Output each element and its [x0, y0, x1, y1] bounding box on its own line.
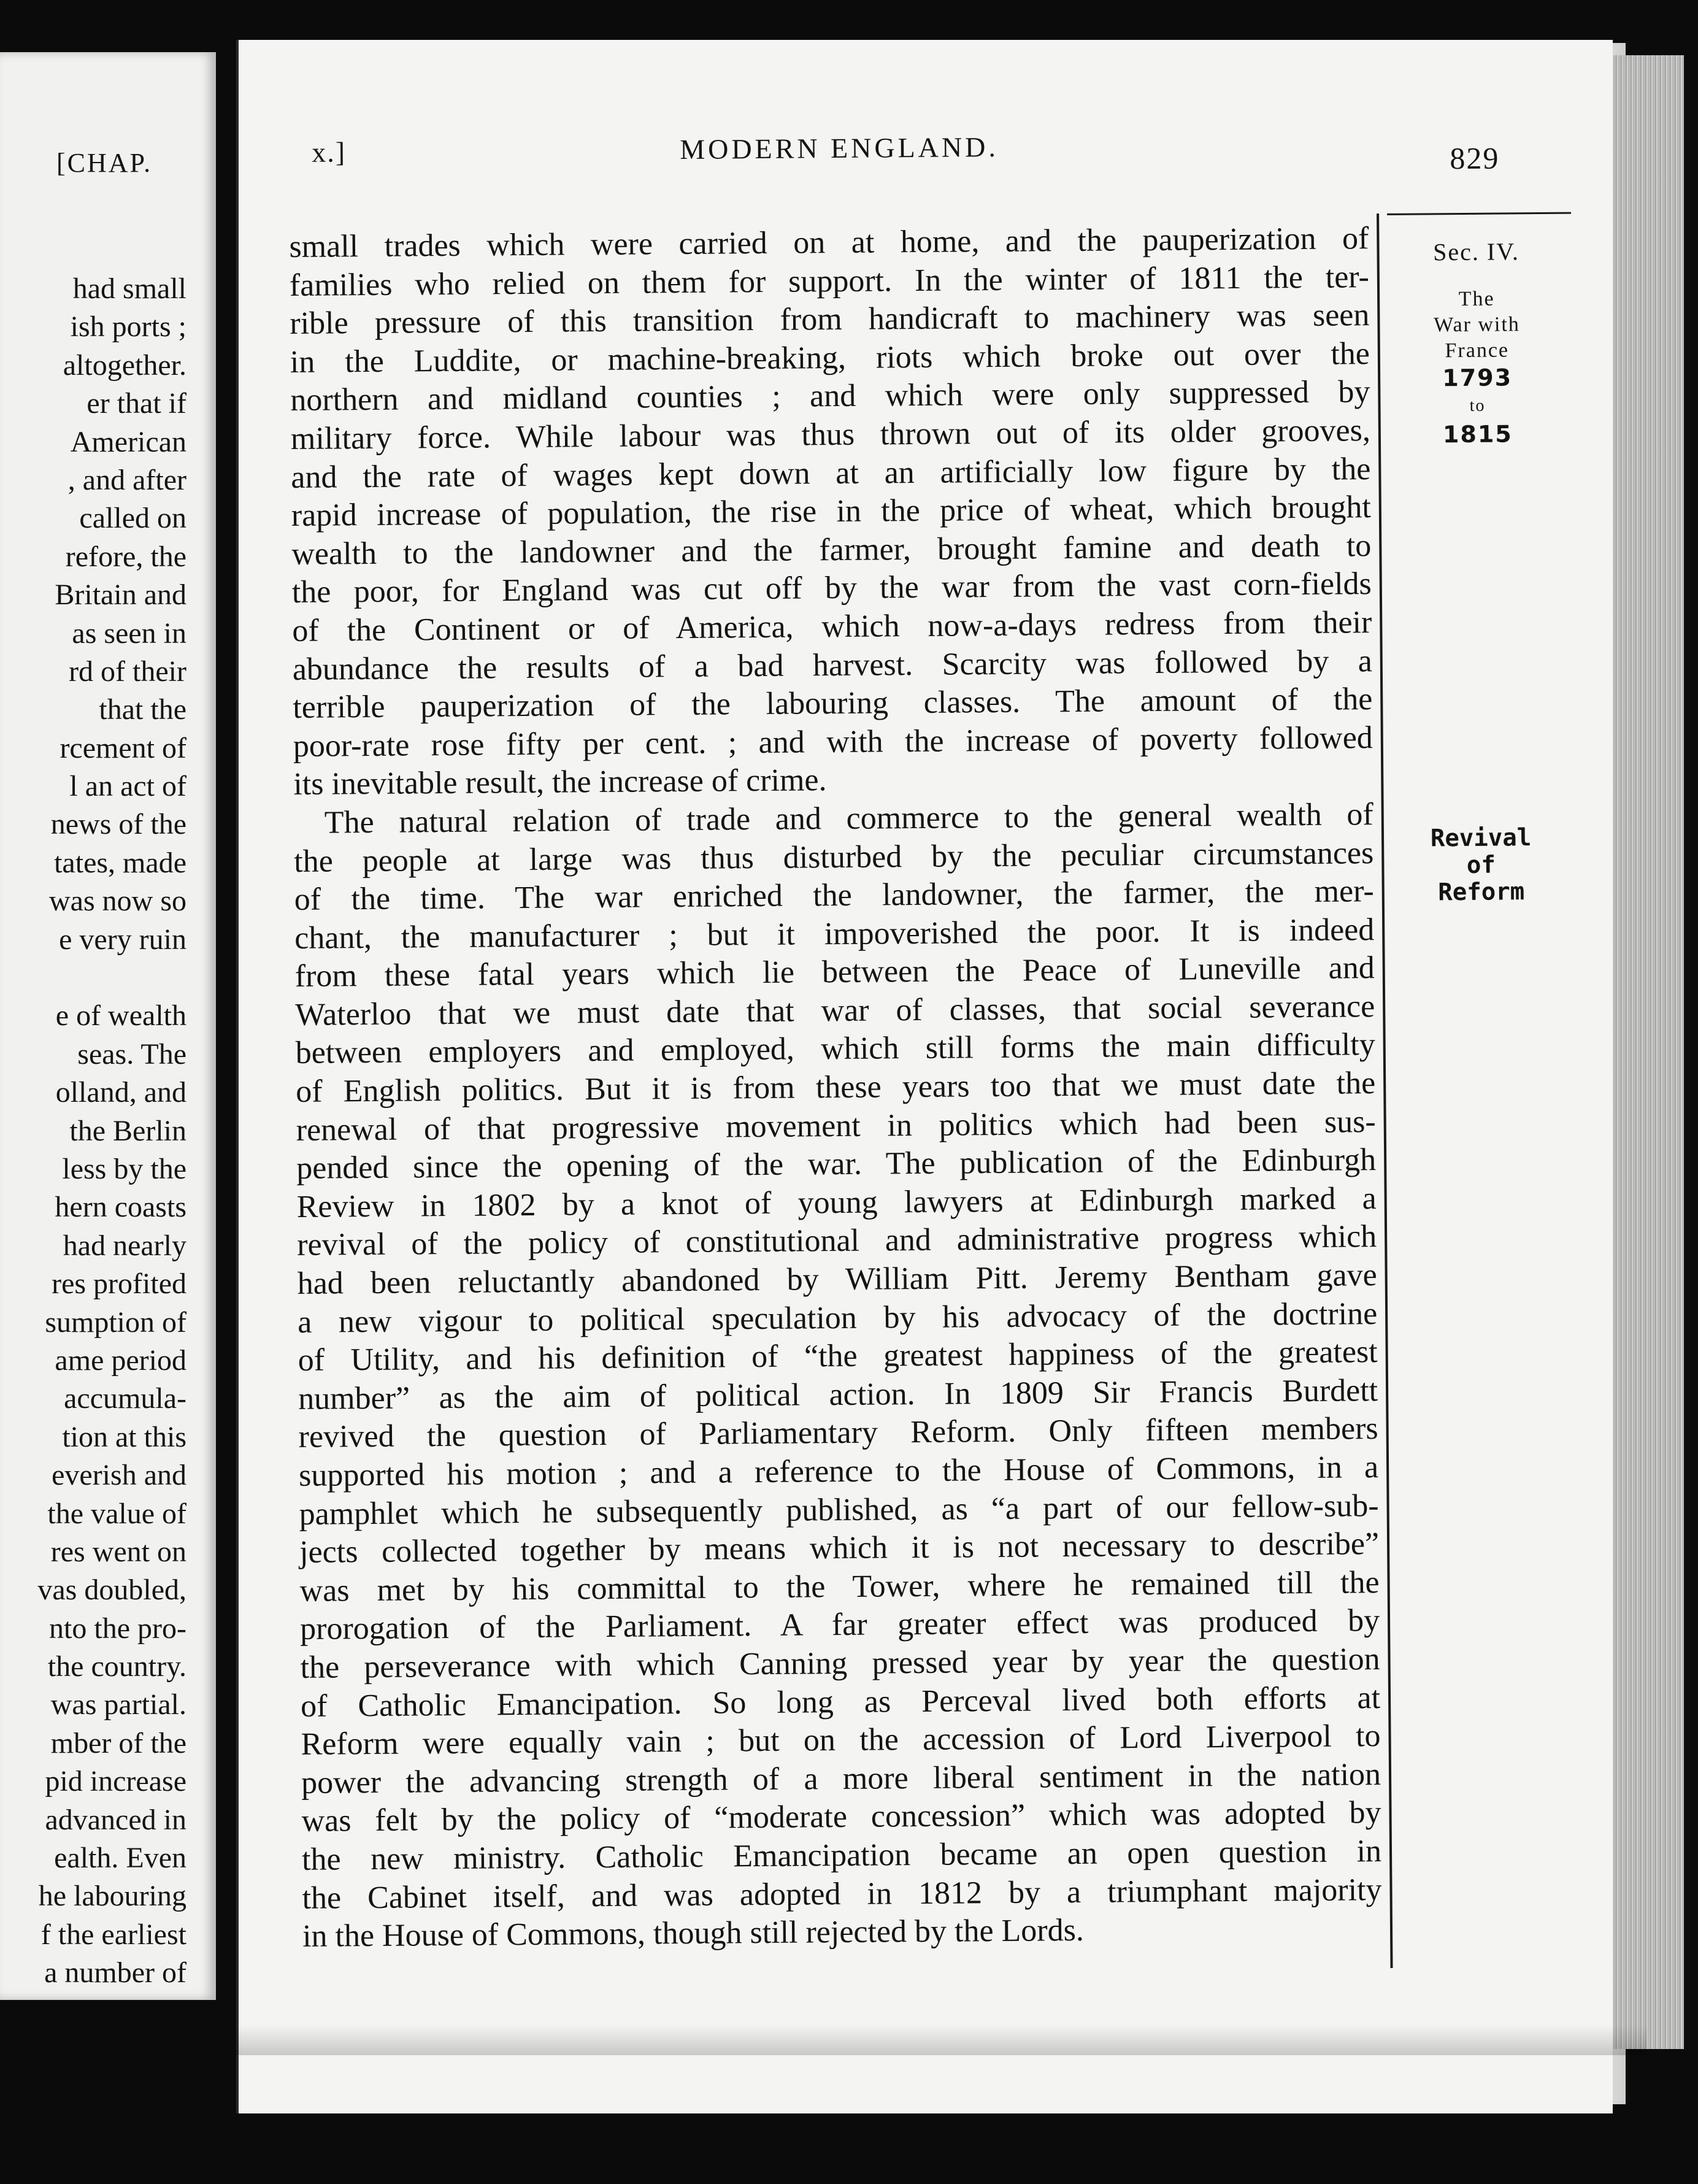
text-line: The natural relation of trade and commerce to the general wealth of [324, 797, 1373, 840]
left-text-line: e of wealth [55, 999, 186, 1032]
left-text-line: seas. The [77, 1037, 186, 1071]
text-line: poor-rate rose fifty per cent. ; and with the increase of poverty followed [293, 720, 1373, 764]
left-text-line: he labouring [38, 1880, 186, 1913]
page-bottom-shadow [236, 2024, 1647, 2055]
left-text-line: the country. [47, 1650, 186, 1683]
body-text [289, 220, 1382, 1956]
left-text-line: was partial. [50, 1688, 186, 1721]
left-text-line: ame period [55, 1344, 186, 1377]
text-line: supported his motion ; and a reference to the House of Commons, in a [298, 1450, 1379, 1493]
text-line: renewal of that progressive movement in politics which had been sus- [296, 1104, 1376, 1148]
left-text-line: vas doubled, [37, 1574, 186, 1607]
left-text-line: nto the pro- [49, 1612, 186, 1645]
left-running-header: [CHAP. [56, 148, 153, 178]
text-line: terrible pauperization of the labouring classes. The amount of the [293, 682, 1373, 726]
text-line: the perseverance with which Canning pressed year by year the question [300, 1642, 1380, 1685]
left-text-line: f the earliest [40, 1918, 186, 1951]
running-header [288, 125, 1564, 178]
left-page [0, 52, 216, 2000]
text-line: the new ministry. Catholic Emancipation became an open question in [301, 1834, 1382, 1877]
left-text-line: res went on [50, 1535, 186, 1568]
text-line: Review in 1802 by a knot of young lawyers at Edinburgh marked a [296, 1180, 1377, 1225]
text-line: number” as the aim of political action. In 1809 Sir Francis Burdett [298, 1372, 1378, 1417]
left-text-line: refore, the [65, 540, 186, 573]
date-end: 1815 [1442, 420, 1513, 448]
text-line: jects collected together by means which it is not necessary to describe” [299, 1526, 1380, 1571]
left-text-line: that the [99, 693, 186, 726]
left-text-line: tates, made [54, 846, 186, 879]
left-text-line: as seen in [72, 617, 186, 650]
text-line: rapid increase of population, the rise in the price of wheat, which brought [291, 490, 1372, 534]
left-text-line: the Berlin [69, 1114, 186, 1147]
left-text-line: called on [79, 502, 186, 535]
text-line: was felt by the policy of “moderate concession” which was adopted by [301, 1795, 1381, 1839]
left-text-line: tion at this [62, 1420, 186, 1453]
text-line: rible pressure of this transition from handicraft to machinery was seen [290, 298, 1370, 342]
left-text-line: l an act of [69, 770, 186, 803]
text-line: military force. While labour was thus thrown out of its older grooves, [290, 413, 1371, 456]
left-text-line: ealth. Even [54, 1842, 186, 1875]
text-line: power the advancing strength of a more liberal sentiment in the nation [301, 1756, 1381, 1801]
revival-line: Revival [1430, 824, 1532, 853]
left-text-line: mber of the [50, 1726, 186, 1759]
text-line: pended since the opening of the war. The publication of the Edinburgh [296, 1142, 1377, 1186]
left-text-line: altogether. [63, 348, 186, 382]
text-line: families who relied on them for support. In the winter of 1811 the ter- [289, 259, 1370, 303]
section-sidenote: Sec. IV. [1432, 237, 1520, 266]
text-line: and the rate of wages kept down at an artificially low figure by the [291, 451, 1371, 495]
book-title: MODERN ENGLAND. [680, 131, 999, 165]
left-text-line: less by the [62, 1152, 186, 1185]
text-line: northern and midland counties ; and which were only suppressed by [290, 374, 1370, 418]
text-line: of Catholic Emancipation. So long as Perceval lived both efforts at [300, 1680, 1381, 1724]
text-line: its inevitable result, the increase of crime. [293, 763, 827, 802]
text-line: wealth to the landowner and the farmer, brought famine and death to [291, 528, 1372, 572]
revival-line: Reform [1438, 878, 1525, 907]
revival-line: of [1466, 851, 1496, 879]
text-line: chant, the manufacturer ; but it impoverished the poor. It is indeed [294, 912, 1375, 956]
topic-sidenote [1391, 286, 1564, 449]
text-line: of English politics. But it is from these years too that we must date the [296, 1066, 1376, 1110]
topic-line: War with [1433, 313, 1520, 337]
text-line: of Utility, and his definition of “the greatest happiness of the greatest [298, 1334, 1378, 1378]
text-line: the people at large was thus disturbed by the peculiar circumstances [294, 835, 1374, 879]
text-line: revived the question of Parliamentary Reform. Only fifteen members [298, 1411, 1378, 1455]
left-text-line: res profited [52, 1267, 186, 1301]
left-text-line: olland, and [55, 1076, 186, 1109]
text-line: prorogation of the Parliament. A far greater effect was produced by [299, 1603, 1380, 1647]
text-line: Waterloo that we must date that war of classes, that social severance [295, 989, 1375, 1032]
left-text-line: accumula- [64, 1382, 186, 1415]
revival-sidenote [1395, 825, 1567, 907]
text-line: in the Luddite, or machine-breaking, riots which broke out over the [290, 336, 1370, 380]
text-line: from these fatal years which lie between the Peace of Luneville and [294, 950, 1375, 994]
left-text-line: news of the [50, 808, 186, 841]
left-page-text [37, 270, 186, 1993]
left-text-line: advanced in [45, 1803, 186, 1836]
left-text-line: American [70, 425, 186, 458]
left-text-line: the value of [47, 1497, 186, 1530]
text-line: of the Continent or of America, which now-a-days redress from their [292, 605, 1372, 648]
text-line: a new vigour to political speculation by his advocacy of the doctrine [297, 1296, 1378, 1340]
left-text-line: rd of their [69, 655, 186, 688]
left-text-line [37, 959, 186, 997]
text-line: had been reluctantly abandoned by William Pitt. Jeremy Bentham gave [297, 1258, 1377, 1301]
left-text-line: sumption of [45, 1305, 186, 1339]
left-text-line: was now so [49, 885, 186, 918]
page-number: 829 [1450, 140, 1500, 176]
topic-line: France [1445, 339, 1510, 363]
text-line: small trades which were carried on at home, and the pauperization of [289, 221, 1369, 264]
text-line: the Cabinet itself, and was adopted in 1812 by a triumphant majority [302, 1872, 1382, 1916]
text-line: the poor, for England was cut off by the war from the vast corn-fields [291, 566, 1372, 610]
page-stack-edges [1610, 55, 1684, 2049]
text-line: was met by his committal to the Tower, where he remained till the [299, 1564, 1380, 1609]
left-text-line: everish and [52, 1459, 186, 1492]
left-text-line: had small [72, 272, 186, 305]
left-text-line: hern coasts [55, 1191, 186, 1224]
sidenote-top-rule [1387, 212, 1571, 215]
left-text-line: pid increase [45, 1765, 186, 1798]
text-line: between employers and employed, which still forms the main difficulty [295, 1027, 1375, 1071]
left-text-line: rcement of [60, 731, 186, 764]
left-text-line: Britain and [55, 579, 186, 612]
left-text-line: ish ports ; [70, 310, 186, 344]
left-text-line: a number of [44, 1956, 186, 1990]
text-line: revival of the policy of constitutional and administrative progress which [296, 1219, 1377, 1263]
text-line: abundance the results of a bad harvest. Scarcity was followed by a [292, 643, 1373, 687]
text-line: Reform were equally vain ; but on the accession of Lord Liverpool to [301, 1718, 1381, 1763]
left-text-line: , and after [67, 463, 186, 496]
text-line: pamphlet which he subsequently published, as “a part of our fellow-sub- [299, 1488, 1379, 1532]
date-range [1391, 363, 1564, 449]
chapter-mark: x.] [312, 136, 347, 168]
page-content [288, 125, 1616, 1988]
topic-line: The [1458, 287, 1495, 311]
left-text-line: had nearly [63, 1229, 186, 1262]
date-start: 1793 [1442, 364, 1513, 392]
left-text-line: er that if [86, 387, 186, 420]
left-text-line: e very ruin [59, 923, 186, 956]
text-line: of the time. The war enriched the landowner, the farmer, the mer- [294, 874, 1374, 918]
text-line: in the House of Commons, though still rejected by the Lords. [302, 1913, 1085, 1955]
date-to: to [1469, 396, 1486, 415]
